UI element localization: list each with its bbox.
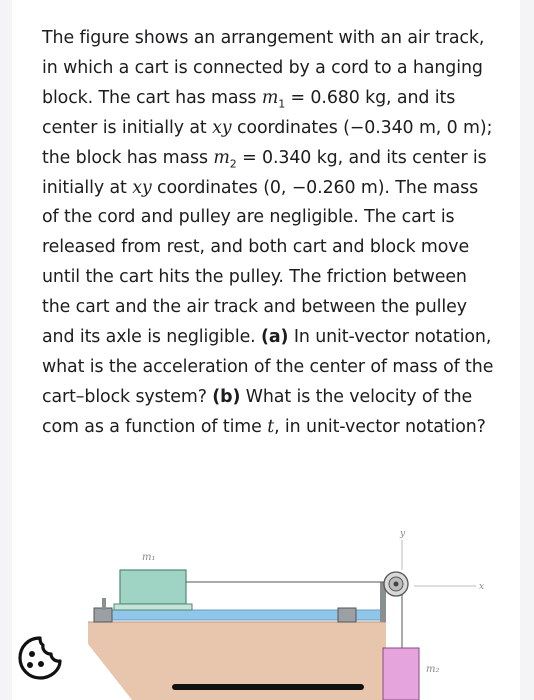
cart [120,570,186,604]
home-indicator[interactable] [172,684,364,690]
text-segment: coordinates (0, −0.260 m). The mass of the cord and pulley are negligible. The cart is released from rest, and both cart and block move until the cart hits the pulley. The friction between the cart and the air track and between the pulley and its axle is negligible. [42,177,479,348]
left-edge-strip [0,0,12,700]
cart-mass-label: m₁ [142,552,156,563]
part-a-question: In unit-vector notation, what is the acceleration of the center of mass of the cart–block system? [42,327,494,407]
text-segment: = 0.680 kg, and its center is initially at [42,87,456,138]
track-support-left [102,598,106,610]
part-b-question: What is the velocity of the com as a function of time [42,386,473,437]
problem-statement [42,24,497,443]
part-a-label: (a) [261,327,289,348]
cart-base [114,604,192,610]
coordinate-symbol: xy [132,177,152,198]
right-edge-strip [520,0,534,700]
coordinate-symbol: xy [212,117,232,138]
block-mass-label: m₂ [426,664,440,675]
text-segment: = 0.340 kg, and its center is initially at [42,147,487,198]
track-end-stop-left [94,608,112,622]
mass-symbol: m [213,147,230,168]
text-segment: coordinates (−0.340 m, 0 m); the block has mass [42,117,493,168]
pulley-axle [394,582,399,587]
mass-subscript: 1 [278,97,286,111]
x-axis-label: x [479,582,485,592]
mass-symbol: m [261,87,279,108]
cookie-icon[interactable] [14,634,66,682]
air-track-figure [80,526,500,700]
y-axis-label: y [400,529,406,539]
mass-subscript: 2 [229,157,237,171]
text-segment: , in unit-vector notation? [274,416,486,437]
time-variable: t [267,416,275,437]
track-end-stop-right [338,608,356,622]
hanging-block [383,648,419,700]
part-b-label: (b) [212,386,241,407]
text-segment: The figure shows an arrangement with an air track, in which a cart is connected by a cord to a hanging block. The cart has mass [42,28,485,108]
